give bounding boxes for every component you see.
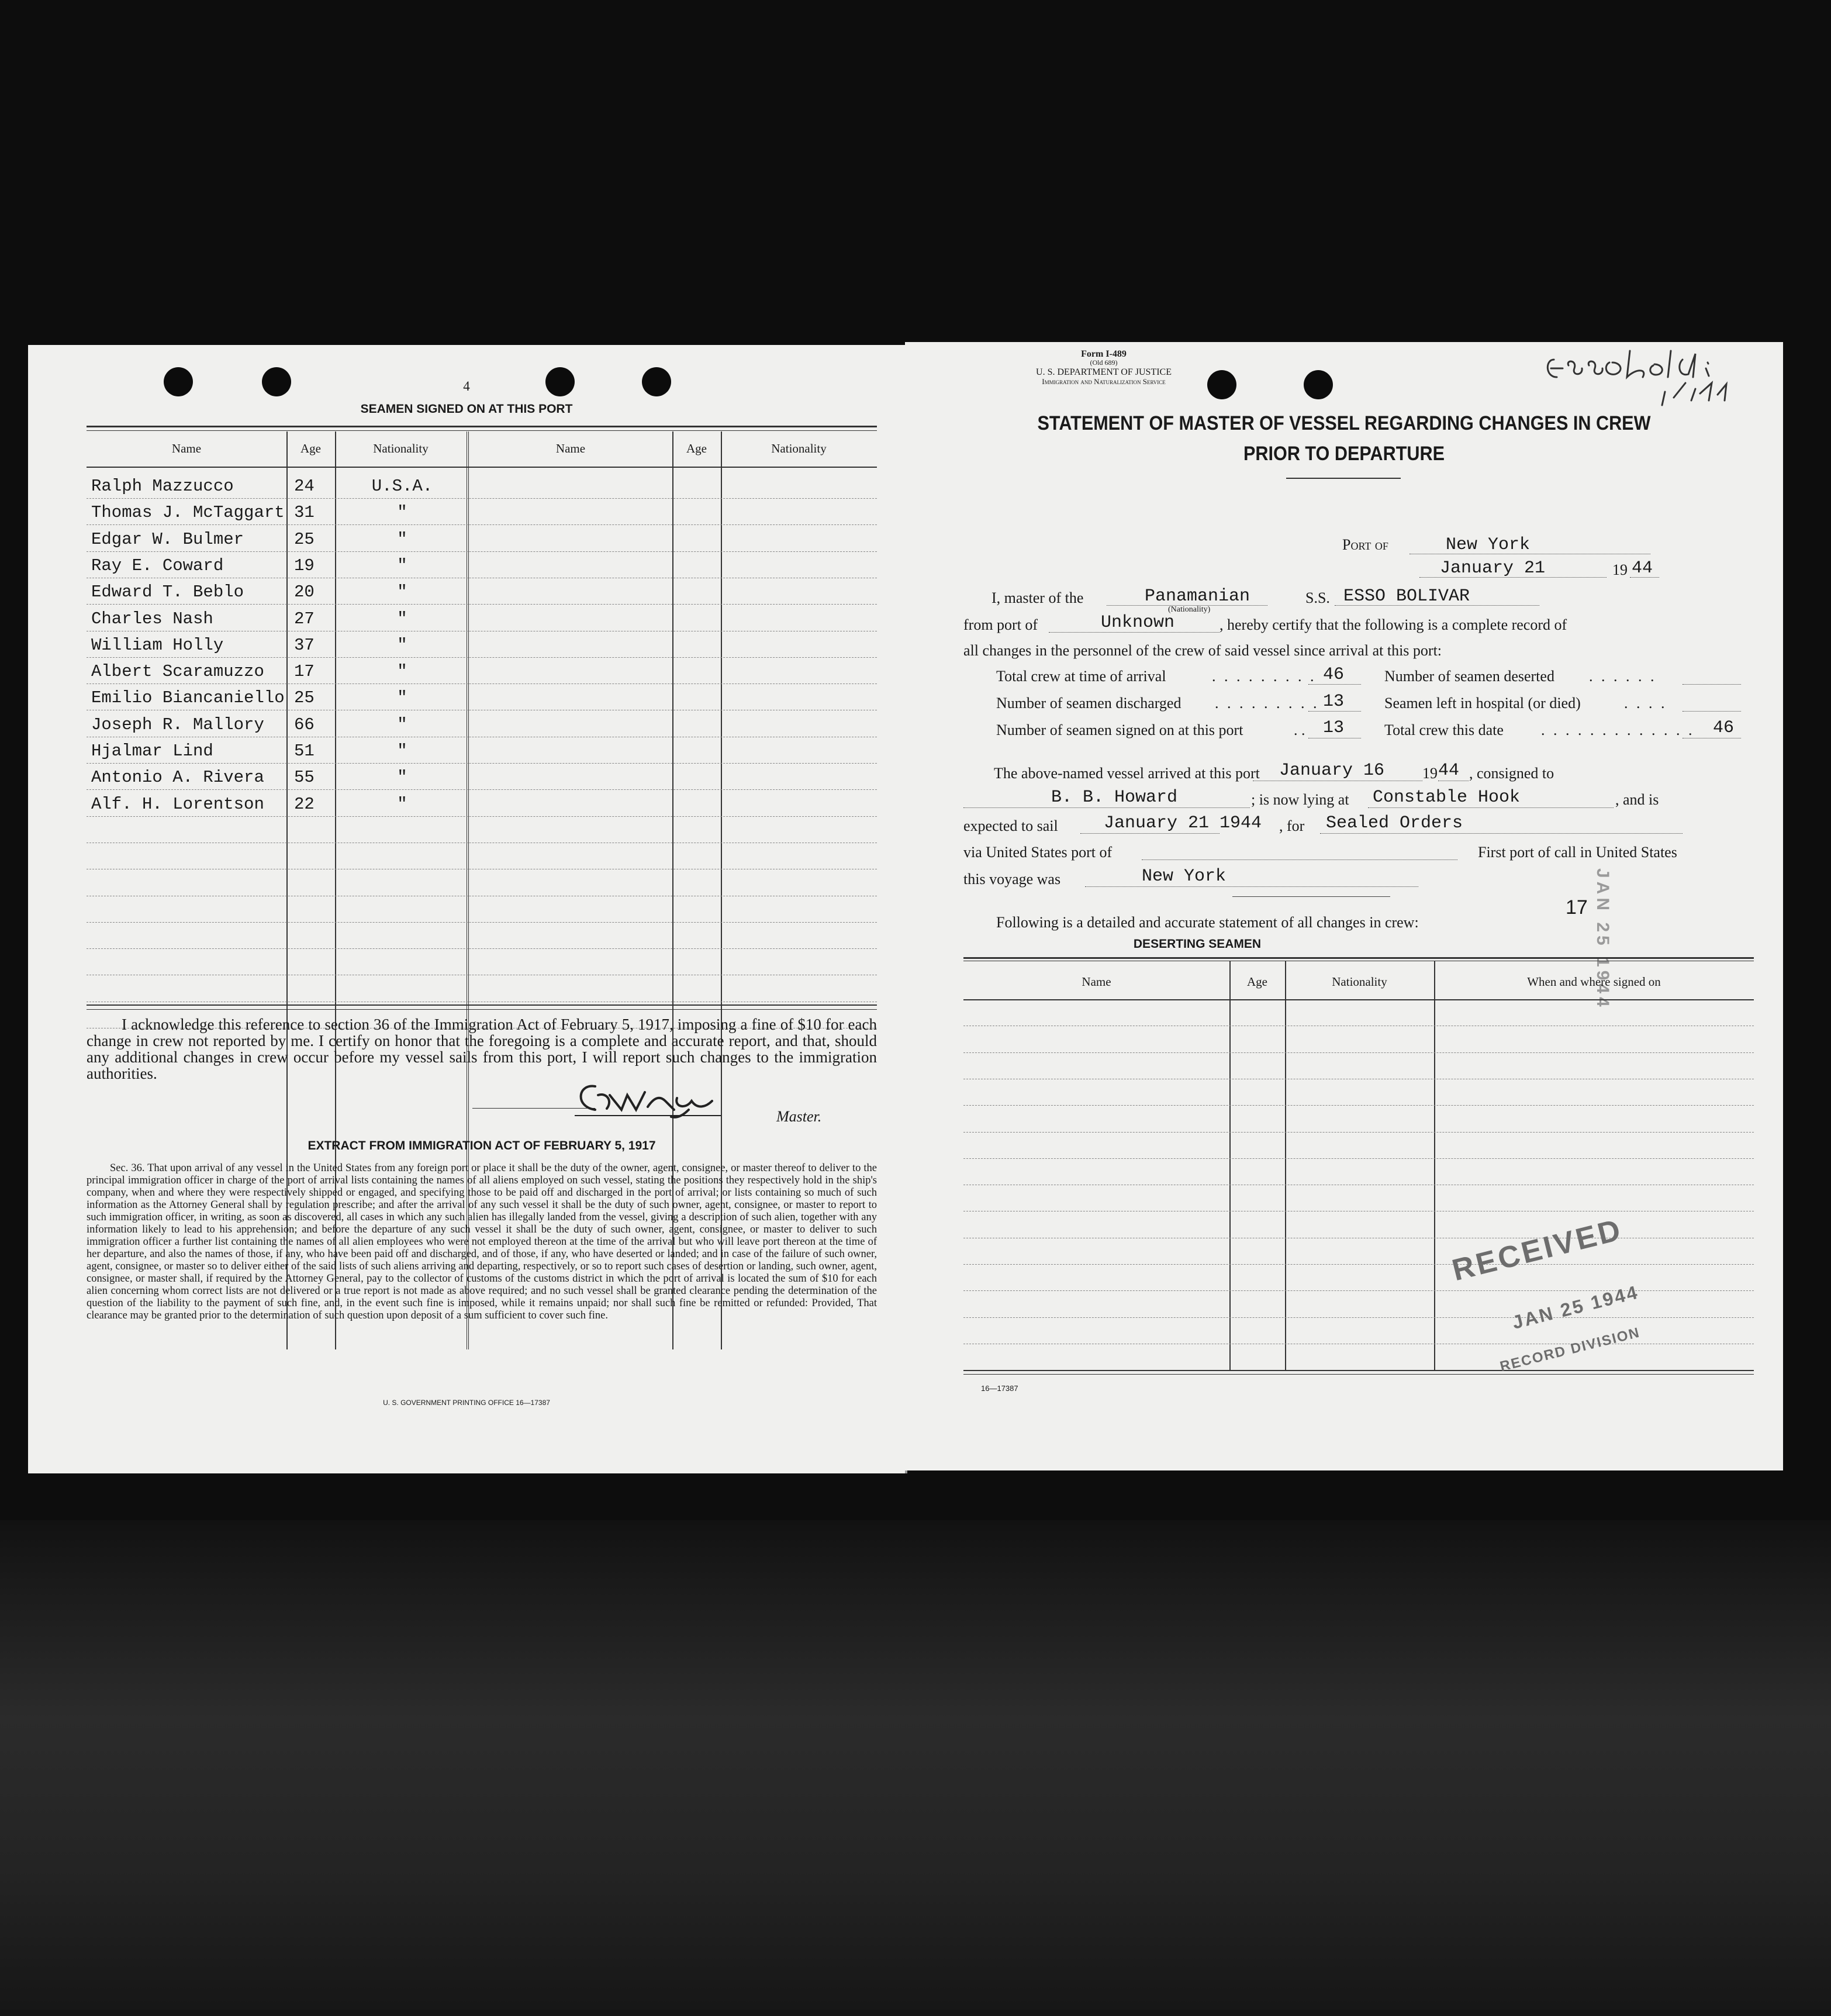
crew-age: 31 xyxy=(294,503,315,523)
crew-nationality: " xyxy=(397,714,407,734)
port-label: Port of xyxy=(1342,536,1388,553)
arrived-year-prefix: 19 xyxy=(1422,765,1438,782)
crew-name: Ray E. Coward xyxy=(91,555,224,575)
header-nationality: Nationality xyxy=(771,441,827,455)
crew-nationality: " xyxy=(397,768,407,788)
master-signature xyxy=(572,1075,730,1121)
vessel-name: ESSO BOLIVAR xyxy=(1343,586,1470,606)
received-stamp-division: RECORD DIVISION xyxy=(1498,1324,1642,1375)
signed-on-value: 13 xyxy=(1323,718,1345,738)
crew-nationality: " xyxy=(397,529,407,549)
total-arrival-label: Total crew at time of arrival xyxy=(996,668,1166,685)
form-subtitle: PRIOR TO DEPARTURE xyxy=(1243,443,1445,465)
table-row-line xyxy=(87,816,877,817)
acknowledgment-text: I acknowledge this reference to section 36 of the Immigration Act of February 5, 1917, imposing a fine of $10 for each change in crew not reported by me. I certify on honor that the foregoing is a complete and accurate report, and that, should any additional changes in crew occur before my vessel sails from this port, I will report such changes to the immigration authorities. xyxy=(87,1016,877,1082)
vertical-date-stamp: JAN 25 1944 xyxy=(1593,868,1612,1010)
sail-label: expected to sail xyxy=(963,817,1058,834)
discharged-label: Number of seamen discharged xyxy=(996,695,1181,712)
arrived-label: The above-named vessel arrived at this port xyxy=(994,765,1260,782)
punch-hole xyxy=(642,367,671,396)
header-nationality: Nationality xyxy=(373,441,429,455)
following-label: Following is a detailed and accurate statement of all changes in crew: xyxy=(996,914,1419,931)
table-row-line xyxy=(963,1105,1754,1106)
table-row-line xyxy=(963,1052,1754,1053)
date-year: 44 xyxy=(1632,558,1653,578)
extract-title: EXTRACT FROM IMMIGRATION ACT OF FEBRUARY 5, 1917 xyxy=(308,1139,656,1152)
crew-name: Hjalmar Lind xyxy=(91,741,213,761)
for-label: , for xyxy=(1279,817,1305,834)
desert-header-when: When and where signed on xyxy=(1527,975,1661,989)
deserting-seamen-title: DESERTING SEAMEN xyxy=(1133,937,1262,951)
punch-hole xyxy=(262,367,291,396)
printer-note: U. S. GOVERNMENT PRINTING OFFICE 16—17387 xyxy=(383,1399,550,1407)
crew-name: Edgar W. Bulmer xyxy=(91,529,244,549)
service-name: Immigration and Naturalization Service xyxy=(1042,377,1166,386)
crew-name: Emilio Biancaniello xyxy=(91,688,285,708)
certify-text: , hereby certify that the following is a complete record of xyxy=(1219,616,1567,633)
this-voyage-label: this voyage was xyxy=(963,871,1061,888)
punch-hole xyxy=(1304,370,1333,399)
crew-age: 25 xyxy=(294,529,315,549)
table-row-line xyxy=(87,683,877,684)
department-name: U. S. DEPARTMENT OF JUSTICE xyxy=(1036,367,1172,377)
crew-age: 25 xyxy=(294,688,315,708)
desert-header-name: Name xyxy=(1082,975,1111,989)
first-port-value: New York xyxy=(1142,867,1227,886)
table-row-line xyxy=(963,1158,1754,1159)
nationality-value: Panamanian xyxy=(1145,586,1250,606)
header-name: Name xyxy=(555,441,586,455)
form-number: Form I-489 xyxy=(1081,349,1127,359)
vessel-prefix: S.S. xyxy=(1305,589,1330,606)
sail-year: 1944 xyxy=(1219,813,1262,833)
table-row-line xyxy=(87,498,877,499)
header-name: Name xyxy=(171,441,202,455)
crew-nationality: U.S.A. xyxy=(371,477,433,496)
date-year-prefix: 19 xyxy=(1612,561,1628,578)
sail-date: January 21 xyxy=(1104,813,1210,833)
total-arrival-value: 46 xyxy=(1323,665,1345,685)
page-number: 4 xyxy=(463,379,470,393)
certify-text-2: all changes in the personnel of the crew of said vessel since arrival at this port: xyxy=(963,642,1442,659)
hospital-label: Seamen left in hospital (or died) xyxy=(1384,695,1581,712)
arrived-date: January 16 xyxy=(1279,761,1385,781)
port-value: New York xyxy=(1446,535,1531,555)
crew-name: Edward T. Beblo xyxy=(91,582,244,602)
crew-nationality: " xyxy=(397,635,407,655)
table-row-line xyxy=(963,1264,1754,1265)
header-age: Age xyxy=(300,441,321,455)
lying-at: Constable Hook xyxy=(1373,788,1521,807)
crew-age: 22 xyxy=(294,794,315,814)
crew-age: 27 xyxy=(294,609,315,629)
consignee: B. B. Howard xyxy=(1051,788,1178,807)
crew-name: Charles Nash xyxy=(91,609,213,629)
crew-nationality: " xyxy=(397,609,407,629)
destination: Sealed Orders xyxy=(1326,813,1463,833)
signed-on-label: Number of seamen signed on at this port xyxy=(996,722,1243,738)
table-row-line xyxy=(87,763,877,764)
table-row-line xyxy=(87,922,877,923)
table-row-line xyxy=(87,948,877,949)
table-row-line xyxy=(87,604,877,605)
crew-age: 51 xyxy=(294,741,315,761)
table-row-line xyxy=(87,524,877,525)
crew-name: Joseph R. Mallory xyxy=(91,714,264,734)
total-date-label: Total crew this date xyxy=(1384,722,1504,738)
crew-name: Albert Scaramuzzo xyxy=(91,662,264,682)
handwritten-number: 17 xyxy=(1566,896,1588,919)
and-is-label: , and is xyxy=(1615,791,1659,808)
old-form-number: (Old 689) xyxy=(1090,358,1118,367)
punch-hole xyxy=(545,367,575,396)
table-row-line xyxy=(87,657,877,658)
punch-hole xyxy=(164,367,193,396)
crew-name: Antonio A. Rivera xyxy=(91,768,264,788)
crew-age: 55 xyxy=(294,768,315,788)
crew-nationality: " xyxy=(397,503,407,523)
crew-age: 19 xyxy=(294,555,315,575)
discharged-value: 13 xyxy=(1323,692,1345,712)
desert-header-age: Age xyxy=(1247,975,1267,989)
form-title: STATEMENT OF MASTER OF VESSEL REGARDING CHANGES IN CREW xyxy=(1037,412,1651,434)
master-label: I, master of the xyxy=(991,589,1084,606)
crew-name: Ralph Mazzucco xyxy=(91,477,234,496)
crew-nationality: " xyxy=(397,741,407,761)
from-port-label: from port of xyxy=(963,616,1038,633)
date-value: January 21 xyxy=(1440,558,1546,578)
consigned-label: , consigned to xyxy=(1469,765,1554,782)
signature-role: Master. xyxy=(776,1108,822,1125)
crew-age: 37 xyxy=(294,635,315,655)
crew-nationality: " xyxy=(397,582,407,602)
section-title: SEAMEN SIGNED ON AT THIS PORT xyxy=(360,402,573,416)
desert-header-nationality: Nationality xyxy=(1332,975,1387,989)
table-row-line xyxy=(963,1132,1754,1133)
received-stamp-date: JAN 25 1944 xyxy=(1510,1281,1641,1333)
lying-label: ; is now lying at xyxy=(1251,791,1349,808)
right-page: Form I-489 (Old 689) U. S. DEPARTMENT OF JUSTICE Immigration and Naturalization Service STATEMENT OF MASTER OF VESSEL REGARDING CHANGES IN CREW PRIOR TO DEPARTURE Port of New York January 21 19 44 I, master of the Panamanian (Nationality) S.S. ESSO BOLIVAR from port of Unknown , hereby certify that the following is a complete record of all changes in the personnel of the crew of said vessel since arrival at this port: Total crew at time of arrival . . . . . . . . . 46 Number of seamen discharged . . . . . . . . . 13 Number of seamen signed on at this port . . 13 Number of seamen deserted . . . . . . Seamen left in hospital (or died) . . . . Total crew this date . . . . . . . . . . . . . 46 The above-named vessel arrived at this port January 16 19 44 , consigned to B. B. Howard ; is now lying at Constable Hook , and is expected to sail January 21 1944 , for Sealed Orders via United States port of First port of call in United States this voyage was New York Following is a detailed and accurate statement of all changes in crew: 17 JAN 25 1944 DESERTING SEAMEN Name Age Nationality When and where signed on RECEIVED JAN 25 1944 RECORD DIVISION 16—17387 xyxy=(905,342,1783,1470)
table-row-line xyxy=(87,789,877,790)
deserted-label: Number of seamen deserted xyxy=(1384,668,1554,685)
crew-name: Thomas J. McTaggart xyxy=(91,503,285,523)
arrived-year: 44 xyxy=(1438,761,1460,781)
total-date-value: 46 xyxy=(1713,718,1735,738)
printer-note: 16—17387 xyxy=(981,1384,1018,1393)
crew-nationality: " xyxy=(397,688,407,708)
table-row-line xyxy=(963,1317,1754,1318)
crew-age: 24 xyxy=(294,477,315,496)
crew-nationality: " xyxy=(397,555,407,575)
first-port-label: First port of call in United States xyxy=(1478,844,1677,861)
crew-name: Alf. H. Lorentson xyxy=(91,794,264,814)
header-age: Age xyxy=(686,441,707,455)
crew-age: 20 xyxy=(294,582,315,602)
nationality-caption: (Nationality) xyxy=(1168,605,1211,614)
scanner-background xyxy=(0,1520,1831,2016)
crew-nationality: " xyxy=(397,662,407,682)
crew-name: William Holly xyxy=(91,635,224,655)
section-36-text: Sec. 36. That upon arrival of any vessel in the United States from any foreign port or place it shall be the duty of the owner, agent, consignee, or master thereof to deliver to the principal immigration officer in charge of the port of arrival lists containing the names of all aliens employed on such vessel, stating the positions they respectively hold in the ship's company, when and where they were respectively shipped or engaged, and specifying those to be paid off and discharged in the port of arrival; or lists containing so much of such information as the Attorney General shall by regulation prescribe; and after the arrival of any such vessel it shall be the duty of such owner, agent, consignee, or master to report to such immigration officer, in writing, as soon as discovered, all cases in which any such alien has illegally landed from the vessel, giving a description of such alien, together with any information likely to lead to his apprehension; and before the departure of any such vessel it shall be the duty of such owner, agent, consignee, or master to deliver to such immigration officer a further list containing the names of all alien employees who were not employed thereon at the time of the arrival but who will leave port thereon at the time of her departure, and also the names of those, if any, who have been paid off and discharged, and of those, if any, who have deserted or landed; and in case of the failure of such owner, agent, consignee, or master so to deliver either of the said lists of such aliens arriving and departing, respectively, or so to report such cases of desertion or landing, such owner, agent, consignee, or master shall, if required by the Attorney General, pay to the collector of customs of the customs district in which the port of arrival is located the sum of $10 for each alien concerning whom correct lists are not delivered or a true report is not made as above required; and no such vessel shall be granted clearance pending the determination of the question of the liability to the payment of such fine, and, in the event such fine is imposed, while it remains unpaid; nor shall such fine be remitted or refunded: Provided, That clearance may be granted prior to the determination of such question upon deposit of a sum sufficient to cover such fine. xyxy=(87,1162,877,1321)
via-label: via United States port of xyxy=(963,844,1113,861)
table-row-line xyxy=(87,551,877,552)
from-port-value: Unknown xyxy=(1101,613,1175,633)
received-stamp: RECEIVED xyxy=(1449,1212,1626,1288)
crew-nationality: " xyxy=(397,794,407,814)
left-page xyxy=(28,345,905,1473)
crew-age: 17 xyxy=(294,662,315,682)
handwritten-annotation xyxy=(1542,342,1741,406)
crew-age: 66 xyxy=(294,714,315,734)
